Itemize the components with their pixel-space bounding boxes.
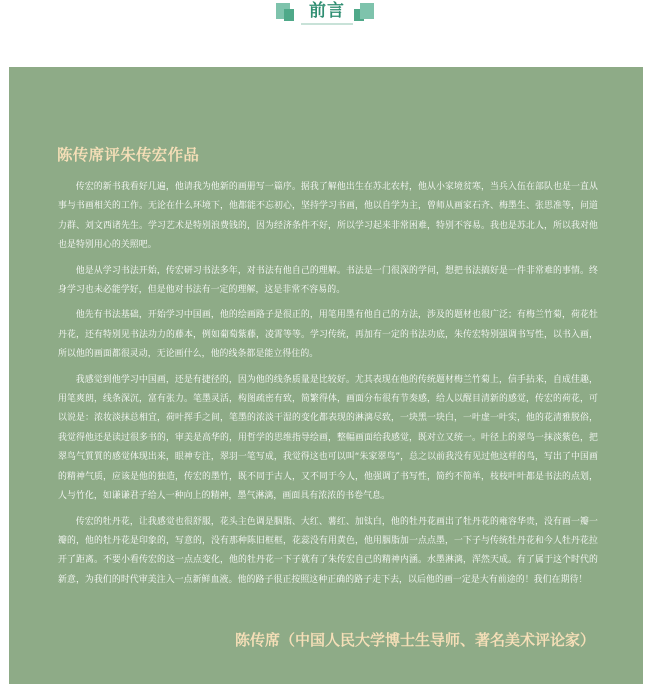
paragraph-2: 他是从学习书法开始，传宏研习书法多年，对书法有他自己的理解。书法是一门很深的学问，想把书法搞好是一件非常难的事情。终身学习也未必能学好，但是他对书法有一定的理解，这是非常不容易的。	[58, 265, 598, 296]
article-body	[58, 178, 598, 596]
header-bar	[0, 0, 654, 66]
paragraph-3: 他先有书法基础，开始学习中国画，他的绘画路子是很正的，用笔用墨有他自己的方法，涉及的题材也很广泛；有梅兰竹菊，荷花牡丹花，还有特别见书法功力的藤本，例如葡萄紫藤，凌霄等等。学习传统，再加有一定的书法功底，朱传宏特别强调书写性，以书入画，所以他的画面都很灵动，无论画什么，他的线条都是能立得住的。	[58, 310, 598, 360]
decorative-square-right	[360, 3, 374, 19]
paragraph-5: 传宏的牡丹花，让我感觉也很舒服，花头主色调是胭脂、大红、薯红、加钛白，他的牡丹花画出了牡丹花的雍容华贵，没有画一瓣一瓣的，他的牡丹花是印象的，写意的，没有那种陈旧框框，花蕊没有用黄色，他用胭脂加一点点墨，一下子与传统牡丹花和今人牡丹花拉开了距离。不要小看传宏的这一点点变化，他的牡丹花一下子就有了朱传宏自己的精神内涵。水墨淋漓，浑然天成。有了属于这个时代的新意，为我们的时代审美注入一点新鲜血液。他的路子很正按照这种正确的路子走下去，以后他的画一定是大有前途的！我们在期待！	[58, 516, 598, 585]
title-underline	[301, 23, 353, 25]
paragraph-1: 传宏的新书我看好几遍，他请我为他新的画册写一篇序。据我了解他出生在苏北农村，他从小家境贫寒，当兵入伍在部队也是一直从事与书画相关的工作。无论在什么环境下，他都能不忘初心，坚持学习书画，他以自学为主，曾师从画家石齐、梅墨生、张思准等，问道力群、刘文西诸先生。学习艺术是特别浪费钱的，因为经济条件不好，所以学习起来非常困难，特别不容易。我也是苏北人，所以我对他也是特别用心的关照吧。	[58, 182, 598, 251]
author-signature: 陈传席（中国人民大学博士生导师、著名美术评论家）	[234, 631, 595, 649]
paragraph-4: 我感觉到他学习中国画，还是有捷径的，因为他的线条质量是比较好。尤其表现在他的传统题材梅兰竹菊上，信手拈来，自成佳趣，用笔爽朗，线条深沉，富有张力。笔墨灵活，构图疏密有致，简繁得体，画面分布很有节奏感，给人以醒目清新的感觉，传宏的荷花，可以说是：浓妆淡抹总相宜，荷叶挥手之间，笔墨的浓淡干湿的变化都表现的淋漓尽致，一块黑一块白，一叶虚一叶实，他的花清雅脱俗，我觉得他还是读过很多书的，审美是高华的，用哲学的思维指导绘画，整幅画面给我感觉，既对立又统一。叶径上的翠鸟一抹淡紫色，把翠鸟气質質的感觉体现出来，眼神专注，翠羽一笔写成，我觉得这也可以叫“朱家翠鸟”，总之以前我没有见过他这样的鸟，写出了中国画的精神气质，应该是他的独造，传宏的墨竹，既不同于古人，又不同于今人，他强调了书写性，简约不简单，枝枝叶叶都是书法的点划，人与竹化，如谦谦君子给人一种向上的精神，墨气淋漓，画面具有浓浓的书卷气息。	[58, 374, 598, 502]
page-title: 前言	[309, 1, 345, 21]
article-title: 陈传席评朱传宏作品	[57, 146, 200, 164]
content-panel	[9, 67, 643, 684]
